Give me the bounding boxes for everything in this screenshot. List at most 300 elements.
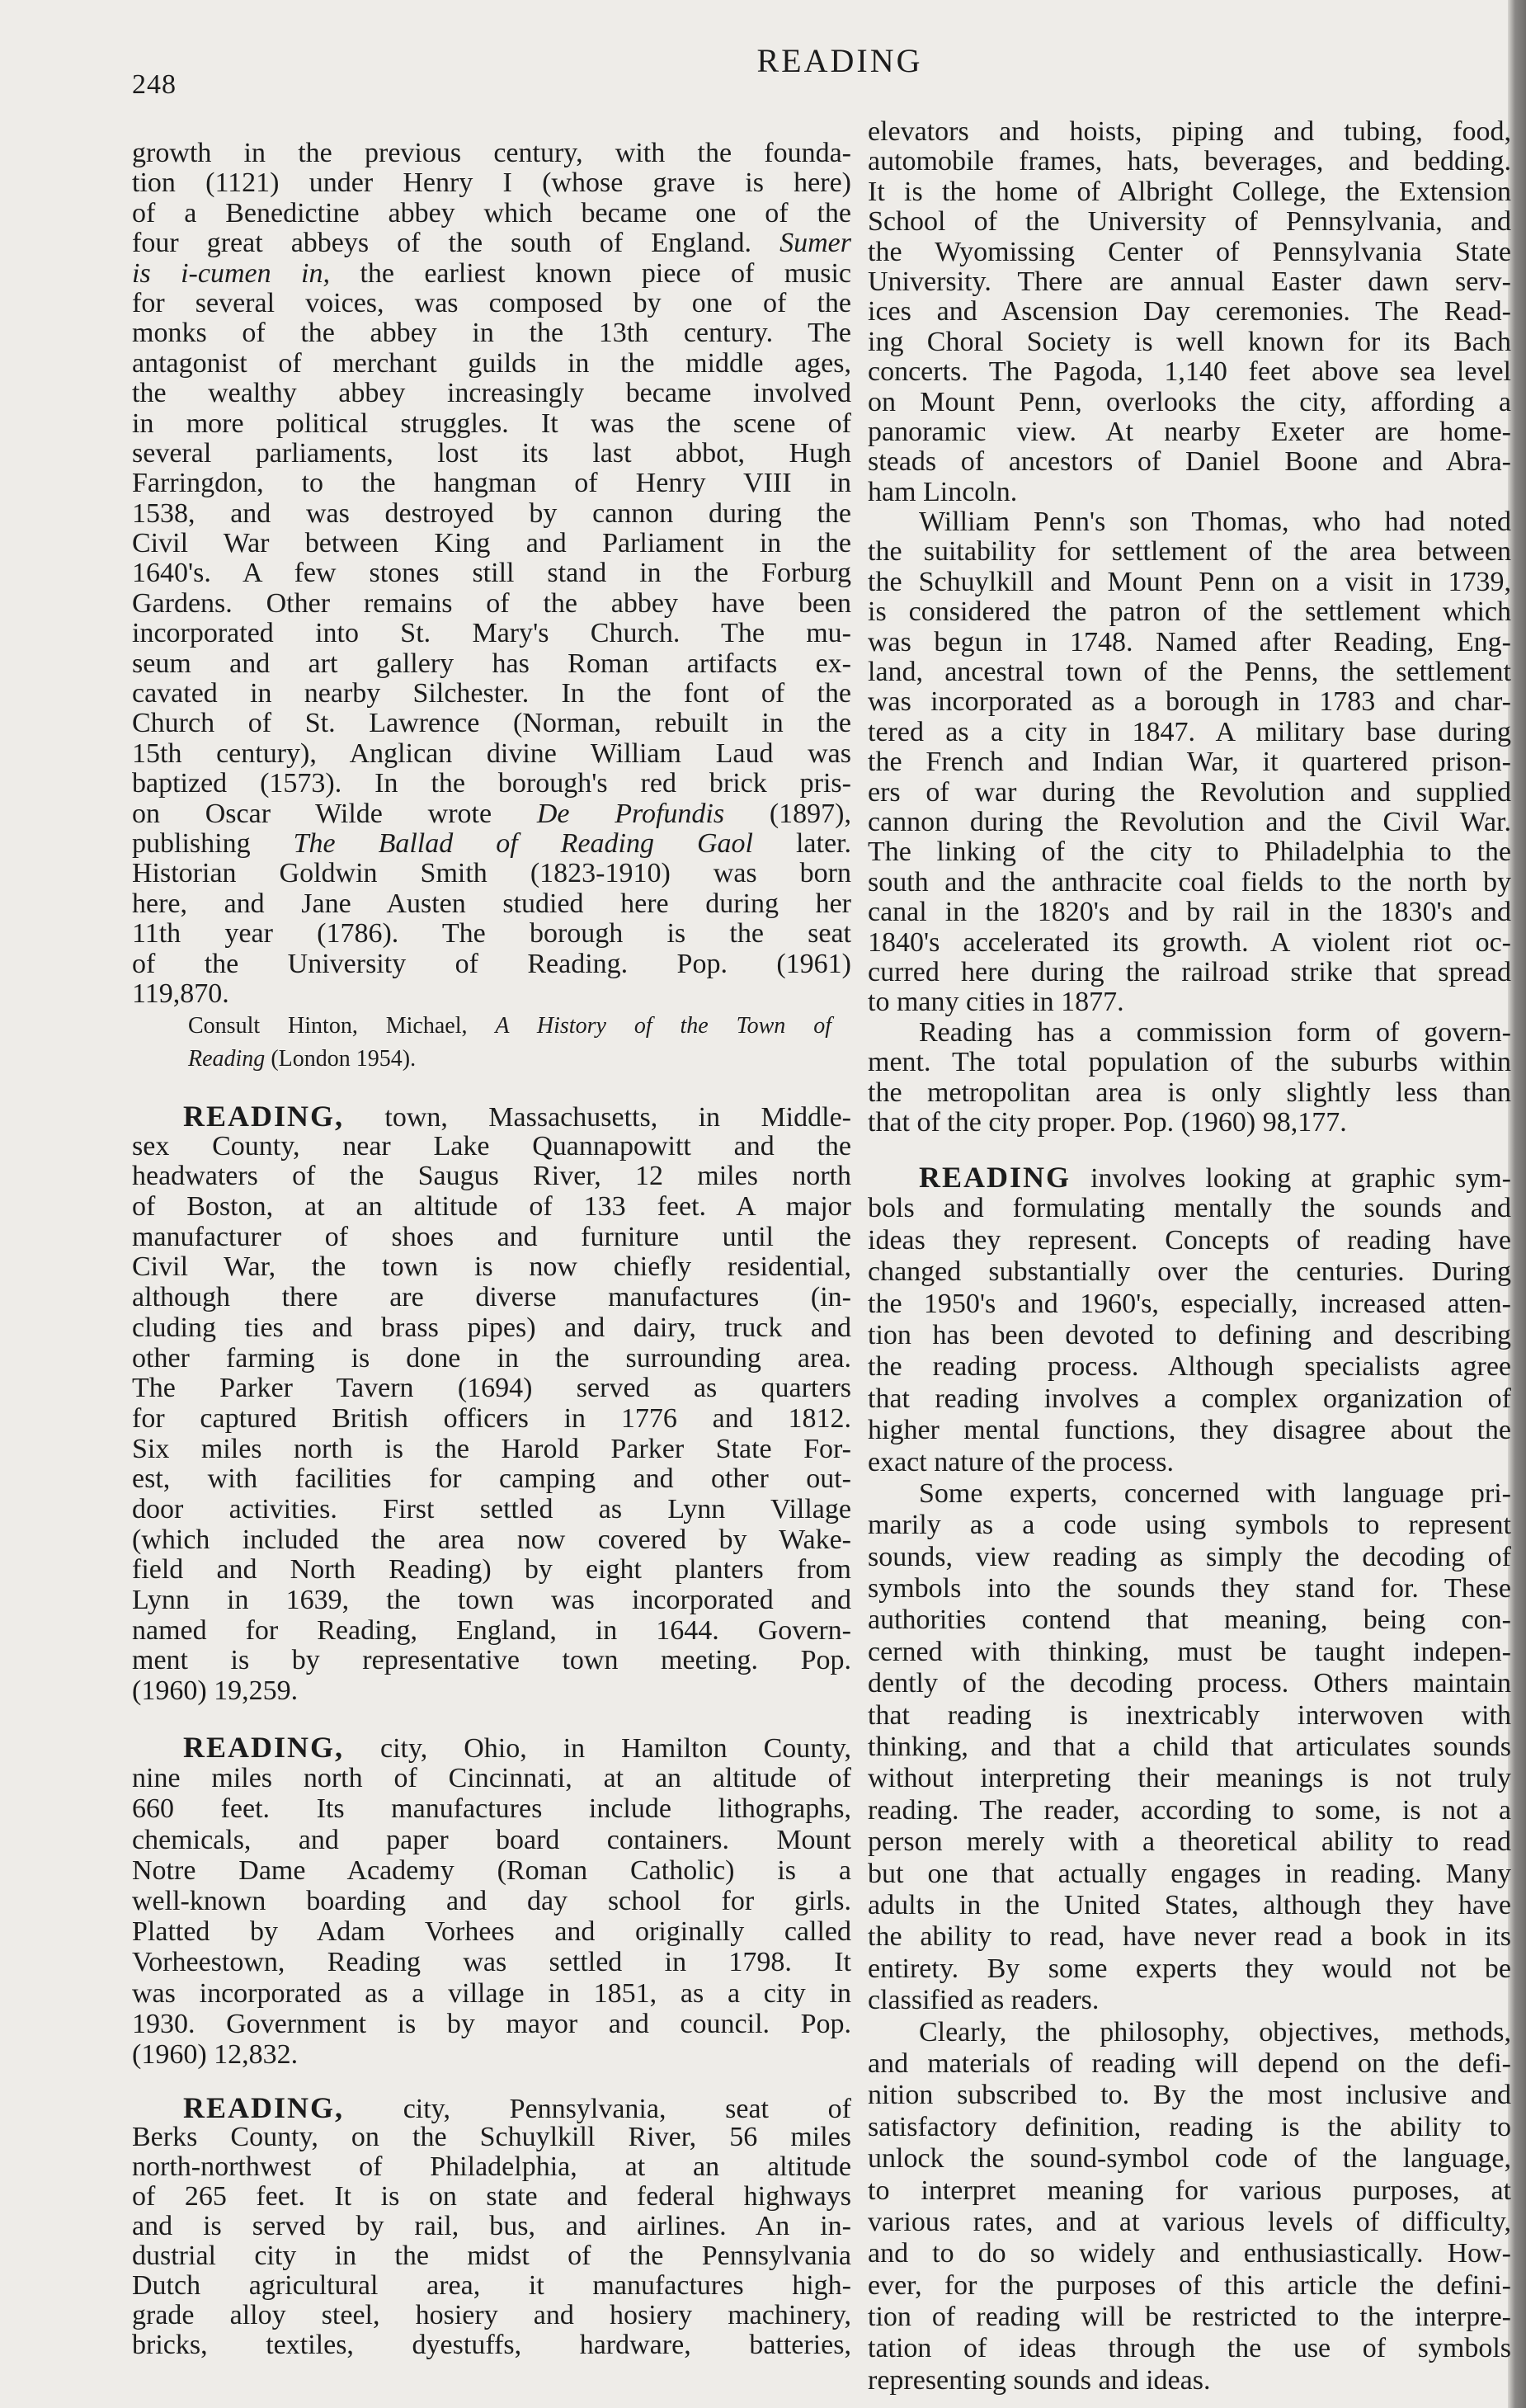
text-line (132, 1825, 851, 1855)
text-line (132, 889, 851, 919)
text-run: tion has been devoted to defining and describing (868, 1319, 1511, 1350)
text-line (132, 1192, 851, 1223)
text-line (868, 1256, 1511, 1288)
text-run: marily as a code using symbols to represent (868, 1510, 1511, 1541)
text-line (868, 537, 1511, 567)
text-run: town, Massachusetts, in Middle- (344, 1102, 851, 1133)
text-line (132, 1586, 851, 1616)
text-line (868, 2112, 1511, 2143)
text-run: panoramic view. At nearby Exeter are home- (868, 416, 1511, 447)
text-run: sex County, near Lake Quannapowitt and the (132, 1130, 851, 1162)
text-line (868, 2175, 1511, 2207)
text-run: Platted by Adam Vorhees and originally called (132, 1916, 851, 1948)
text-run: ham Lincoln. (868, 476, 1018, 507)
text-line (132, 1101, 851, 1132)
text-line (132, 1283, 851, 1313)
text-run: Civil War between King and Parliament in the (132, 528, 851, 559)
text-run: 119,870. (132, 978, 229, 1009)
text-run: that of the city proper. Pop. (1960) 98,177. (868, 1106, 1347, 1138)
text-run: University. There are annual Easter dawn serv- (868, 266, 1511, 297)
text-line (132, 1886, 851, 1916)
text-line (132, 2093, 851, 2123)
text-run: four great abbeys of the south of England. (132, 228, 780, 259)
text-line (132, 1616, 851, 1647)
text-line (132, 379, 851, 408)
text-run: representing sounds and ideas. (868, 2364, 1211, 2396)
text-run: for captured British officers in 1776 and 1812. (132, 1402, 851, 1434)
text-run: of the University of Reading. Pop. (1961) (132, 948, 851, 979)
text-run: grade alloy steel, hosiery and hosiery machinery, (132, 2300, 851, 2330)
text-line (132, 1646, 851, 1676)
text-line (188, 1010, 831, 1043)
text-run: Consult Hinton, Michael, (188, 1013, 496, 1039)
text-run: the Schuylkill and Mount Penn on a visit in 1739, (868, 566, 1511, 597)
article-reading-massachusetts (132, 1101, 851, 1707)
text-run: ideas they represent. Concepts of reading have (868, 1224, 1511, 1256)
text-line (868, 447, 1511, 477)
entry-headword: READING, (183, 1731, 345, 1764)
text-run: land, ancestral town of the Penns, the settlement (868, 657, 1511, 688)
text-line (868, 1859, 1511, 1890)
text-run: and is served by rail, bus, and airlines. An in- (132, 2211, 851, 2241)
text-run: named for Reading, England, in 1644. Govern- (132, 1614, 851, 1646)
text-run: of a Benedictine abbey which became one of the (132, 197, 851, 229)
text-run: tion (1121) under Henry I (whose grave is here) (132, 167, 851, 199)
text-run: cluding ties and brass pipes) and dairy, truck and (132, 1312, 851, 1343)
text-run: 660 feet. Its manufactures include lithographs, (132, 1793, 851, 1825)
text-run: entirety. By some experts they would not be (868, 1953, 1511, 1984)
text-run: curred here during the railroad strike that spread (868, 956, 1511, 987)
text-run: the ability to read, have never read a book in its (868, 1921, 1511, 1953)
text-run: to many cities in 1877. (868, 987, 1124, 1018)
text-line (868, 478, 1511, 507)
text-run: nition subscribed to. By the most inclusive and (868, 2080, 1511, 2111)
text-run: and to do so widely and enthusiastically. How- (868, 2238, 1511, 2269)
text-run: Clearly, the philosophy, objectives, methods, (919, 2016, 1511, 2048)
text-line (132, 769, 851, 799)
text-line (132, 1132, 851, 1162)
text-line (132, 1676, 851, 1707)
text-run: seum and art gallery has Roman artifacts ex- (132, 648, 851, 679)
text-line (868, 657, 1511, 687)
text-run: tion of reading will be restricted to the interpre- (868, 2302, 1511, 2333)
text-line (868, 388, 1511, 417)
text-line (868, 2080, 1511, 2111)
text-line (132, 2301, 851, 2330)
text-line (868, 1890, 1511, 1921)
italic-title: De Profundis (536, 798, 725, 829)
text-run: the metropolitan area is only slightly less than (868, 1077, 1511, 1108)
text-run: Dutch agricultural area, it manufactures high- (132, 2270, 851, 2301)
text-run: Historian Goldwin Smith (1823-1910) was born (132, 858, 851, 889)
text-line (868, 1225, 1511, 1256)
text-line (132, 799, 851, 829)
text-run: The Parker Tavern (1694) served as quarters (132, 1373, 851, 1404)
page-number: 248 (132, 69, 177, 100)
text-line (868, 1447, 1511, 1478)
text-line (868, 958, 1511, 987)
entry-headword: READING (919, 1161, 1071, 1194)
text-run: Civil War, the town is now chiefly residential, (132, 1251, 851, 1283)
text-line (868, 1478, 1511, 1510)
text-line (132, 979, 851, 1009)
text-line (868, 837, 1511, 867)
text-line (132, 318, 851, 348)
text-line (868, 2365, 1511, 2396)
text-run: the suitability for settlement of the area between (868, 536, 1511, 568)
text-run: headwaters of the Saugus River, 12 miles north (132, 1161, 851, 1192)
text-run: the reading process. Although specialists agree (868, 1351, 1511, 1383)
text-run: field and North Reading) by eight planters from (132, 1554, 851, 1586)
text-line (132, 649, 851, 679)
text-line (868, 1078, 1511, 1108)
text-line (132, 469, 851, 498)
text-line (868, 1953, 1511, 1985)
text-line (868, 2207, 1511, 2238)
text-line (132, 499, 851, 529)
text-run: Six miles north is the Harold Parker State For- (132, 1433, 851, 1464)
text-line (868, 267, 1511, 297)
text-run: thinking, and that a child that articulates sounds (868, 1732, 1511, 1763)
text-line (132, 259, 851, 289)
text-line (868, 1351, 1511, 1383)
text-run: Reading has a commission form of govern- (919, 1016, 1511, 1048)
text-line (868, 2333, 1511, 2364)
text-line (132, 2039, 851, 2070)
text-run: 1930. Government is by mayor and council. Pop. (132, 2008, 851, 2039)
text-run: cannon during the Revolution and the Civil War. (868, 806, 1511, 837)
text-run: dustrial city in the midst of the Pennsylvania (132, 2241, 851, 2271)
text-run: on Oscar Wilde wrote (132, 798, 537, 829)
text-line (868, 1415, 1511, 1446)
text-run: satisfactory definition, reading is the ability to (868, 2111, 1511, 2142)
text-run: adults in the United States, although they have (868, 1889, 1511, 1920)
text-run: other farming is done in the surrounding area. (132, 1342, 851, 1374)
text-line (868, 177, 1511, 207)
text-line (132, 859, 851, 888)
text-run: was begun in 1748. Named after Reading, Eng- (868, 626, 1511, 657)
text-run: canal in the 1820's and by rail in the 1830's and (868, 897, 1511, 928)
text-run: nine miles north of Cincinnati, at an altitude of (132, 1763, 851, 1794)
text-run: dently of the decoding process. Others maintain (868, 1668, 1511, 1699)
text-line (868, 1605, 1511, 1636)
text-run: authorities contend that meaning, being con- (868, 1605, 1511, 1636)
text-line (868, 1510, 1511, 1541)
text-run: person merely with a theoretical ability to read (868, 1826, 1511, 1858)
text-line (868, 1732, 1511, 1763)
text-run: tation of ideas through the use of symbols (868, 2333, 1511, 2364)
text-line (132, 2241, 851, 2271)
text-run: Farringdon, to the hangman of Henry VIII in (132, 468, 851, 499)
italic-title: is i-cumen in, (132, 257, 330, 289)
text-run: Gardens. Other remains of the abbey have been (132, 587, 851, 619)
text-line (868, 808, 1511, 837)
text-run: 1640's. A few stones still stand in the Forburg (132, 558, 851, 589)
text-run: although there are diverse manufactures (in- (132, 1282, 851, 1313)
text-run: exact nature of the process. (868, 1446, 1174, 1477)
text-line (868, 357, 1511, 387)
text-line (132, 589, 851, 619)
text-run: Vorheestown, Reading was settled in 1798. It (132, 1947, 851, 1978)
text-line (132, 439, 851, 469)
text-run: 15th century), Anglican divine William Laud was (132, 737, 851, 769)
text-line (132, 229, 851, 258)
text-run: cavated in nearby Silchester. In the font of the (132, 678, 851, 709)
text-run: ing Choral Society is well known for its Bach (868, 326, 1511, 357)
text-line (132, 199, 851, 229)
text-line (868, 2238, 1511, 2269)
text-line (868, 1700, 1511, 1732)
text-run: various rates, and at various levels of difficulty, (868, 2206, 1511, 2237)
text-line (868, 417, 1511, 447)
text-line (132, 409, 851, 439)
article-reading-process (868, 1162, 1511, 2396)
text-line (132, 1374, 851, 1404)
text-run: cerned with thinking, must be taught indepen- (868, 1636, 1511, 1667)
text-run: is considered the patron of the settlement which (868, 596, 1511, 628)
text-line (868, 2302, 1511, 2333)
text-run: (1897), (724, 798, 851, 829)
text-run: north-northwest of Philadelphia, at an altitude (132, 2151, 851, 2182)
entry-headword: READING, (183, 2091, 345, 2124)
text-run: here, and Jane Austen studied here during her (132, 888, 851, 919)
text-line (132, 1223, 851, 1253)
italic-title: Sumer (779, 228, 851, 259)
text-run: 11th year (1786). The borough is the seat (132, 918, 851, 950)
text-run: later. (752, 827, 851, 859)
text-run: Lynn in 1639, the town was incorporated and (132, 1585, 851, 1615)
text-line (868, 597, 1511, 627)
text-line (132, 1313, 851, 1344)
text-line (868, 1018, 1511, 1048)
text-run: bricks, textiles, dyestuffs, hardware, batteries, (132, 2330, 851, 2360)
text-run: monks of the abbey in the 13th century. The (132, 318, 851, 349)
text-run: Some experts, concerned with language pri- (919, 1477, 1511, 1509)
text-run: the wealthy abbey increasingly became involved (132, 378, 851, 409)
text-run: symbols into the sounds they stand for. These (868, 1573, 1511, 1605)
text-line (868, 718, 1511, 747)
text-run: that reading is inextricably interwoven with (868, 1699, 1511, 1731)
text-run: ices and Ascension Day ceremonies. The Read- (868, 296, 1511, 328)
text-line (132, 2330, 851, 2360)
text-run: 1840's accelerated its growth. A violent riot oc- (868, 926, 1511, 958)
text-run: the Wyomissing Center of Pennsylvania State (868, 236, 1511, 267)
text-line (132, 1947, 851, 1977)
text-line (868, 1289, 1511, 1320)
text-run: Berks County, on the Schuylkill River, 56 miles (132, 2122, 851, 2152)
text-line (868, 928, 1511, 958)
text-run: est, with facilities for camping and other out- (132, 1463, 851, 1495)
text-run: was incorporated as a village in 1851, as a city in (132, 1977, 851, 2009)
text-run: without interpreting their meanings is not truly (868, 1763, 1511, 1794)
text-line (132, 1916, 851, 1947)
text-line (868, 147, 1511, 177)
text-run: (1960) 19,259. (132, 1675, 299, 1707)
text-line (868, 778, 1511, 808)
text-line (868, 1826, 1511, 1858)
text-run: south and the anthracite coal fields to the north by (868, 866, 1511, 898)
text-run: ment. The total population of the suburbs within (868, 1047, 1511, 1078)
text-line (132, 950, 851, 979)
text-run: concerts. The Pagoda, 1,140 feet above sea level (868, 356, 1511, 388)
text-line (132, 709, 851, 738)
text-line (132, 1855, 851, 1886)
text-run: for several voices, was composed by one of the (132, 287, 851, 318)
text-line (132, 829, 851, 859)
text-line (868, 1795, 1511, 1826)
text-run: growth in the previous century, with the founda- (132, 138, 851, 168)
text-line (868, 297, 1511, 327)
text-run: sounds, view reading as simply the decoding of (868, 1541, 1511, 1572)
text-line (868, 1162, 1511, 1193)
text-run: on Mount Penn, overlooks the city, affording a (868, 386, 1511, 417)
text-line (868, 687, 1511, 717)
text-line (868, 2017, 1511, 2048)
text-line (868, 507, 1511, 537)
text-run: the 1950's and 1960's, especially, increased atten- (868, 1288, 1511, 1319)
text-line (132, 2182, 851, 2212)
text-line (132, 619, 851, 648)
text-line (868, 1763, 1511, 1794)
text-line (868, 898, 1511, 927)
text-line (132, 1763, 851, 1793)
text-line (868, 1320, 1511, 1351)
italic-title: The Ballad of Reading Gaol (293, 827, 753, 859)
text-run: William Penn's son Thomas, who had noted (919, 507, 1511, 538)
text-line (868, 117, 1511, 147)
text-line (868, 747, 1511, 777)
text-line (868, 1048, 1511, 1077)
text-line (132, 2271, 851, 2301)
text-line (132, 679, 851, 709)
text-line (868, 2270, 1511, 2302)
text-run: that reading involves a complex organization of (868, 1383, 1511, 1414)
text-line (868, 1542, 1511, 1573)
text-run: higher mental functions, they disagree about the (868, 1415, 1511, 1446)
text-line (868, 628, 1511, 657)
text-run: ever, for the purposes of this article the defini- (868, 2269, 1511, 2301)
running-head: READING (756, 42, 923, 79)
text-line (868, 328, 1511, 357)
text-run: antagonist of merchant guilds in the middle ages, (132, 347, 851, 379)
text-run: It is the home of Albright College, the Extension (868, 176, 1511, 207)
text-line (132, 739, 851, 769)
text-run: well-known boarding and day school for girls. (132, 1885, 851, 1916)
text-run: door activities. First settled as Lynn Village (132, 1493, 851, 1524)
text-line (132, 139, 851, 168)
text-run: manufacturer of shoes and furniture until the (132, 1221, 851, 1252)
text-run: involves looking at graphic sym- (1071, 1163, 1511, 1194)
text-line (188, 1043, 831, 1076)
text-run: steads of ancestors of Daniel Boone and Abra- (868, 446, 1511, 478)
text-run: unlock the sound-symbol code of the language, (868, 2143, 1511, 2175)
text-run: (London 1954). (265, 1046, 417, 1072)
text-run: the French and Indian War, it quartered prison- (868, 747, 1511, 778)
text-line (132, 1464, 851, 1495)
text-run: 1538, and was destroyed by cannon during the (132, 497, 851, 529)
article-reading-england-continued (132, 139, 851, 1009)
text-line (132, 1404, 851, 1435)
text-run: Church of St. Lawrence (Norman, rebuilt in the (132, 708, 851, 739)
text-line (132, 1162, 851, 1192)
text-run: city, Pennsylvania, seat of (344, 2094, 851, 2124)
entry-headword: READING, (183, 1100, 345, 1133)
text-line (132, 529, 851, 558)
text-line (868, 1573, 1511, 1605)
text-run: bols and formulating mentally the sounds and (868, 1193, 1511, 1224)
text-run: of Boston, at an altitude of 133 feet. A major (132, 1191, 851, 1223)
text-line (132, 2212, 851, 2241)
text-line (132, 1732, 851, 1763)
text-run: to interpret meaning for various purposes, at (868, 2175, 1511, 2206)
text-run: but one that actually engages in reading. Many (868, 1858, 1511, 1889)
text-run: School of the University of Pennsylvania, and (868, 206, 1511, 238)
italic-title: A History of the Town of (495, 1013, 831, 1039)
text-run: chemicals, and paper board containers. Mount (132, 1824, 851, 1855)
text-line (868, 868, 1511, 898)
text-run: baptized (1573). In the borough's red brick pris- (132, 768, 851, 799)
text-run: tered as a city in 1847. A military base during (868, 716, 1511, 747)
text-run: and materials of reading will depend on the defi- (868, 2048, 1511, 2079)
text-line (132, 2152, 851, 2182)
text-line (132, 1252, 851, 1283)
text-line (868, 207, 1511, 237)
text-line (132, 2009, 851, 2039)
text-run: The linking of the city to Philadelphia to the (868, 836, 1511, 868)
text-line (868, 987, 1511, 1017)
text-run: (which included the area now covered by Wake- (132, 1524, 851, 1555)
text-run: publishing (132, 827, 294, 859)
text-line (868, 1921, 1511, 1953)
text-line (868, 1193, 1511, 1224)
text-run: reading. The reader, according to some, is not a (868, 1794, 1511, 1826)
text-run: in more political struggles. It was the scene of (132, 408, 851, 439)
text-line (868, 1108, 1511, 1138)
text-run: changed substantially over the centuries. During (868, 1256, 1511, 1288)
article-reading-pennsylvania (132, 2093, 851, 2360)
text-run: incorporated into St. Mary's Church. The mu- (132, 618, 851, 649)
text-line (132, 349, 851, 379)
text-line (868, 1383, 1511, 1415)
text-line (868, 238, 1511, 267)
text-line (132, 2123, 851, 2152)
text-line (132, 1793, 851, 1824)
text-run: elevators and hoists, piping and tubing, food, (868, 116, 1511, 147)
text-line (868, 1668, 1511, 1699)
text-run: (1960) 12,832. (132, 2038, 299, 2070)
text-line (868, 2048, 1511, 2080)
text-run: automobile frames, hats, beverages, and bedding. (868, 146, 1511, 177)
text-line (868, 568, 1511, 597)
text-line (132, 1525, 851, 1556)
text-line (132, 919, 851, 949)
text-run: was incorporated as a borough in 1783 and char- (868, 686, 1511, 718)
article-reading-pennsylvania-continued (868, 117, 1511, 1138)
text-line (868, 1985, 1511, 2016)
text-line (132, 1495, 851, 1525)
text-run: of 265 feet. It is on state and federal highways (132, 2181, 851, 2212)
text-line (132, 1435, 851, 1465)
text-run: ment is by representative town meeting. Pop. (132, 1645, 851, 1676)
text-run: classified as readers. (868, 1985, 1100, 2016)
text-run: ers of war during the Revolution and supplied (868, 776, 1511, 808)
text-run: several parliaments, lost its last abbot, Hugh (132, 437, 851, 469)
text-line (132, 1555, 851, 1586)
text-line (132, 1344, 851, 1374)
text-line (132, 558, 851, 588)
article-reading-ohio (132, 1732, 851, 2070)
text-run: the earliest known piece of music (329, 257, 851, 289)
